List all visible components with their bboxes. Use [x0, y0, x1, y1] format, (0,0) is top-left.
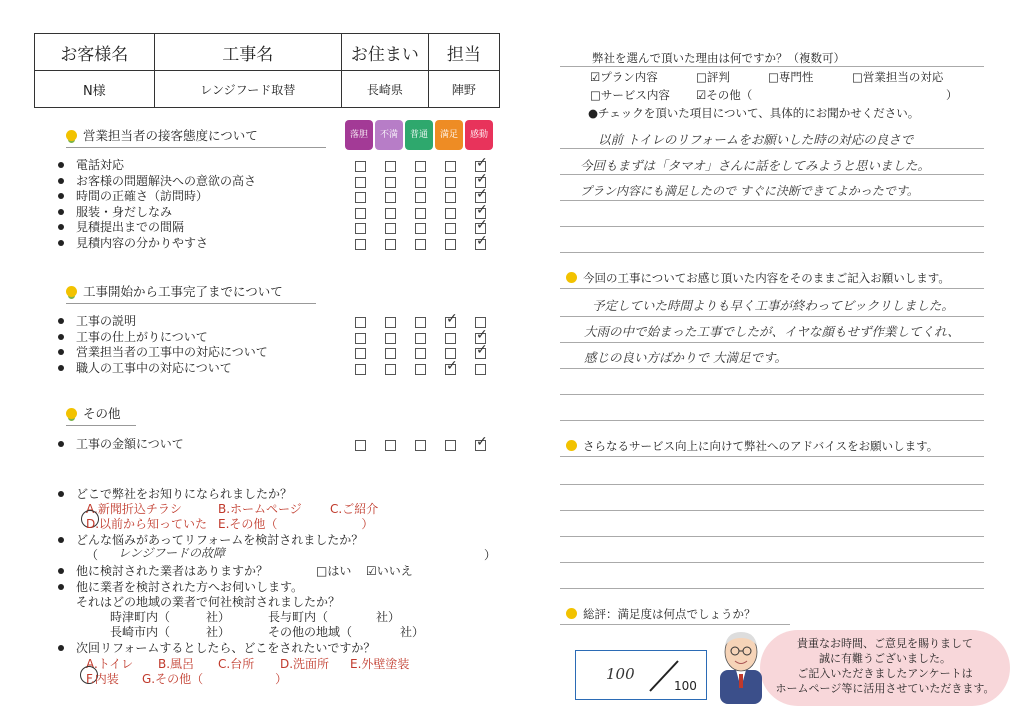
reason-question: 弊社を選んで頂いた理由は何ですか？（複数可） [592, 51, 845, 65]
rating-checkbox[interactable] [415, 223, 426, 234]
rating-checkbox[interactable] [355, 223, 366, 234]
rating-checkbox[interactable] [355, 317, 366, 328]
rating-checkbox[interactable] [355, 440, 366, 451]
rating-row-label: 服装・身だしなみ [58, 205, 172, 220]
rating-checkbox[interactable] [445, 192, 456, 203]
rating-checkbox[interactable] [445, 223, 456, 234]
bullet-icon [58, 441, 64, 447]
reason-service[interactable]: □サービス内容 [590, 88, 670, 102]
reason-reputation[interactable]: □評判 [696, 70, 730, 84]
next-option-c[interactable]: C.台所 [218, 657, 255, 671]
check-mark-icon: ✓ [446, 357, 458, 374]
rating-checkbox[interactable] [415, 208, 426, 219]
vendor-area-line2: それはどの地域の業者で何社検討されましたか？ [76, 595, 341, 609]
bullet-icon [58, 162, 64, 168]
rating-label-0: 落胆 [345, 120, 373, 150]
rating-checkbox[interactable] [415, 440, 426, 451]
rating-checkbox[interactable] [385, 239, 396, 250]
area-name: 長崎県 [341, 71, 428, 108]
check-mark-icon: ✓ [476, 170, 488, 187]
rating-checkbox[interactable] [415, 317, 426, 328]
rating-label-3: 満足 [435, 120, 463, 150]
question-know: どこで弊社をお知りになられましたか？ [58, 485, 292, 502]
reason-other[interactable]: ☑その他（ [696, 88, 753, 102]
rating-checkbox[interactable] [385, 223, 396, 234]
check-mark-icon: ✓ [476, 155, 488, 171]
rating-checkbox[interactable] [385, 333, 396, 344]
bullet-icon [58, 568, 64, 574]
worry-answer: レンジフードの故障 [118, 546, 226, 560]
handwritten-reason-1: 以前 トイレのリフォームをお願いした時の対応の良さで [598, 132, 914, 147]
check-mark-icon: ✓ [476, 232, 488, 249]
bullet-icon [58, 224, 64, 230]
other-no-option[interactable]: ☑いいえ [366, 564, 413, 578]
check-mark-icon: ✓ [476, 201, 488, 218]
rating-checkbox[interactable] [385, 348, 396, 359]
reason-expertise[interactable]: □専門性 [768, 70, 814, 84]
staff-col-header: 担当 [428, 34, 499, 71]
vendor-area-togitsu: 時津町内（ 社） [110, 610, 231, 624]
thanks-line-2: 誠に有難うございました。 [819, 652, 951, 665]
worry-open-paren: （ [86, 548, 99, 562]
question-vendor-area: 他に業者を検討された方へお伺いします。 [58, 578, 303, 595]
next-option-g[interactable]: G.その他（ ） [142, 672, 288, 686]
rating-checkbox[interactable] [355, 239, 366, 250]
impression-question: 今回の工事についてお感じ頂いた内容をそのままご記入お願いします。 [566, 270, 950, 286]
know-option-b[interactable]: B.ホームページ [218, 502, 302, 516]
rating-row-label: 工事の金額について [58, 437, 184, 452]
next-option-d[interactable]: D.洗面所 [280, 657, 330, 671]
rating-checkbox[interactable] [445, 239, 456, 250]
rating-checkbox[interactable] [385, 192, 396, 203]
section-heading-staff: 営業担当者の接客態度について [66, 126, 326, 148]
flower-icon [566, 272, 577, 283]
rating-checkbox[interactable] [445, 161, 456, 172]
rating-row-label: 工事の説明 [58, 314, 136, 329]
rating-label-1: 不満 [375, 120, 403, 150]
check-mark-icon: ✓ [476, 434, 488, 450]
rating-checkbox[interactable] [475, 364, 486, 375]
customer-col-header: お客様名 [35, 34, 155, 71]
worry-close-paren: ） [484, 548, 497, 562]
rating-row-label: 営業担当者の工事中の対応について [58, 345, 268, 360]
rating-checkbox[interactable] [385, 317, 396, 328]
staff-mascot-icon [712, 624, 770, 704]
detail-question: ●チェックを頂いた項目について、具体的にお聞かせください。 [588, 106, 920, 120]
rating-row-label: 職人の工事中の対応について [58, 361, 232, 376]
rating-checkbox[interactable] [445, 208, 456, 219]
bullet-icon [58, 349, 64, 355]
bullet-icon [58, 365, 64, 371]
thanks-line-1: 貴重なお時間、ご意見を賜りまして [797, 637, 973, 650]
area-col-header: お住まい [341, 34, 428, 71]
score-box[interactable] [575, 650, 707, 700]
work-name: レンジフード取替 [154, 71, 341, 108]
rating-checkbox[interactable] [415, 348, 426, 359]
rating-checkbox[interactable] [385, 364, 396, 375]
bullet-icon [58, 537, 64, 543]
rating-checkbox[interactable] [445, 333, 456, 344]
check-mark-icon: ✓ [476, 186, 488, 202]
reason-plan[interactable]: ☑プラン内容 [590, 70, 658, 84]
divider [560, 66, 984, 67]
next-option-f[interactable]: F.内装 [86, 672, 119, 686]
know-option-d[interactable]: D.以前から知っていた [86, 517, 208, 531]
rating-checkbox[interactable] [385, 440, 396, 451]
rating-checkbox[interactable] [415, 239, 426, 250]
next-option-b[interactable]: B.風呂 [158, 657, 195, 671]
know-option-a[interactable]: A.新聞折込チラシ [86, 502, 182, 516]
thanks-line-4: ホームページ等に活用させていただきます。 [775, 682, 995, 695]
bullet-icon [58, 584, 64, 590]
handwritten-impression-2: 大雨の中で始まった工事でしたが、イヤな顔もせず作業してくれ、 [584, 324, 960, 339]
other-yes-option[interactable]: □はい [316, 564, 352, 578]
know-option-e[interactable]: E.その他（ ） [218, 517, 374, 531]
rating-checkbox[interactable] [355, 192, 366, 203]
checked-box-icon: ☑ [366, 564, 377, 578]
rating-checkbox[interactable] [355, 364, 366, 375]
rating-checkbox[interactable] [385, 161, 396, 172]
question-next-reform: 次回リフォームするとしたら、どこをされたいですか？ [58, 639, 375, 656]
rating-checkbox[interactable] [355, 208, 366, 219]
vendor-area-nagayo: 長与町内（ 社） [268, 610, 401, 624]
rating-checkbox[interactable] [415, 161, 426, 172]
rating-checkbox[interactable] [355, 177, 366, 188]
work-col-header: 工事名 [154, 34, 341, 71]
bullet-icon [58, 240, 64, 246]
bullet-icon [58, 645, 64, 651]
rating-checkbox[interactable] [355, 333, 366, 344]
rating-row-label: 見積内容の分かりやすさ [58, 236, 208, 251]
know-option-c[interactable]: C.ご紹介 [330, 502, 379, 516]
rating-checkbox[interactable] [385, 177, 396, 188]
bullet-icon [58, 491, 64, 497]
question-worry: どんな悩みがあってリフォームを検討されましたか？ [58, 531, 363, 548]
rating-checkbox[interactable] [415, 333, 426, 344]
reason-staff[interactable]: □営業担当の対応 [852, 70, 944, 84]
check-mark-icon: ✓ [476, 217, 488, 233]
rating-row-label: 見積提出までの間隔 [58, 220, 184, 235]
rating-checkbox[interactable] [355, 161, 366, 172]
flower-icon [566, 440, 577, 451]
section-heading-other: その他 [66, 404, 136, 426]
reason-other-close: ） [946, 88, 958, 102]
flower-icon [66, 130, 77, 141]
advice-question: さらなるサービス向上に向けて弊社へのアドバイスをお願いします。 [566, 438, 938, 454]
handwritten-impression-3: 感じの良い方ばかりで 大満足です。 [584, 350, 787, 365]
rating-row-label: 電話対応 [58, 158, 124, 173]
handwritten-reason-3: プラン内容にも満足したので すぐに決断できてよかったです。 [580, 184, 919, 198]
flower-icon [66, 408, 77, 419]
rating-checkbox[interactable] [415, 364, 426, 375]
thanks-line-3: ご記入いただきましたアンケートは [797, 667, 973, 680]
handwritten-reason-2: 今回もまずは「タマオ」さんに話をしてみようと思いました。 [580, 158, 931, 173]
question-other-vendors: 他に検討された業者はありますか？ [58, 562, 268, 579]
next-option-e[interactable]: E.外壁塗装 [350, 657, 410, 671]
rating-checkbox[interactable] [385, 208, 396, 219]
handwritten-impression-1: 予定していた時間よりも早く工事が終わってビックリしました。 [592, 298, 954, 313]
flower-icon [66, 286, 77, 297]
check-mark-icon: ✓ [476, 326, 488, 343]
flower-icon [566, 608, 577, 619]
vendor-area-nagasaki: 長崎市内（ 社） [110, 625, 231, 639]
customer-name: N様 [35, 71, 155, 108]
rating-checkbox[interactable] [415, 177, 426, 188]
next-option-a[interactable]: A.トイレ [86, 657, 134, 671]
customer-info-table [34, 33, 500, 108]
section-heading-work: 工事開始から工事完了までについて [66, 282, 316, 304]
bullet-icon [58, 334, 64, 340]
rating-checkbox[interactable] [415, 192, 426, 203]
rating-checkbox[interactable] [355, 348, 366, 359]
bullet-icon [58, 318, 64, 324]
rating-label-2: 普通 [405, 120, 433, 150]
rating-row-label: お客様の問題解決への意欲の高さ [58, 174, 256, 189]
bullet-icon [58, 193, 64, 199]
score-max: 100 [674, 679, 697, 693]
staff-name: 陣野 [428, 71, 499, 108]
score-question: 総評：満足度は何点でしょうか？ [566, 606, 756, 622]
rating-checkbox[interactable] [445, 177, 456, 188]
vendor-area-other: その他の地域（ 社） [268, 625, 425, 639]
check-mark-icon: ✓ [476, 342, 488, 358]
check-mark-icon: ✓ [446, 311, 458, 327]
score-value: 100 [606, 665, 635, 683]
bullet-icon [58, 178, 64, 184]
rating-row-label: 工事の仕上がりについて [58, 330, 208, 345]
thanks-bubble [760, 630, 1010, 706]
bullet-icon [58, 209, 64, 215]
rating-label-4: 感動 [465, 120, 493, 150]
rating-row-label: 時間の正確さ（訪問時） [58, 189, 208, 204]
rating-checkbox[interactable] [445, 440, 456, 451]
